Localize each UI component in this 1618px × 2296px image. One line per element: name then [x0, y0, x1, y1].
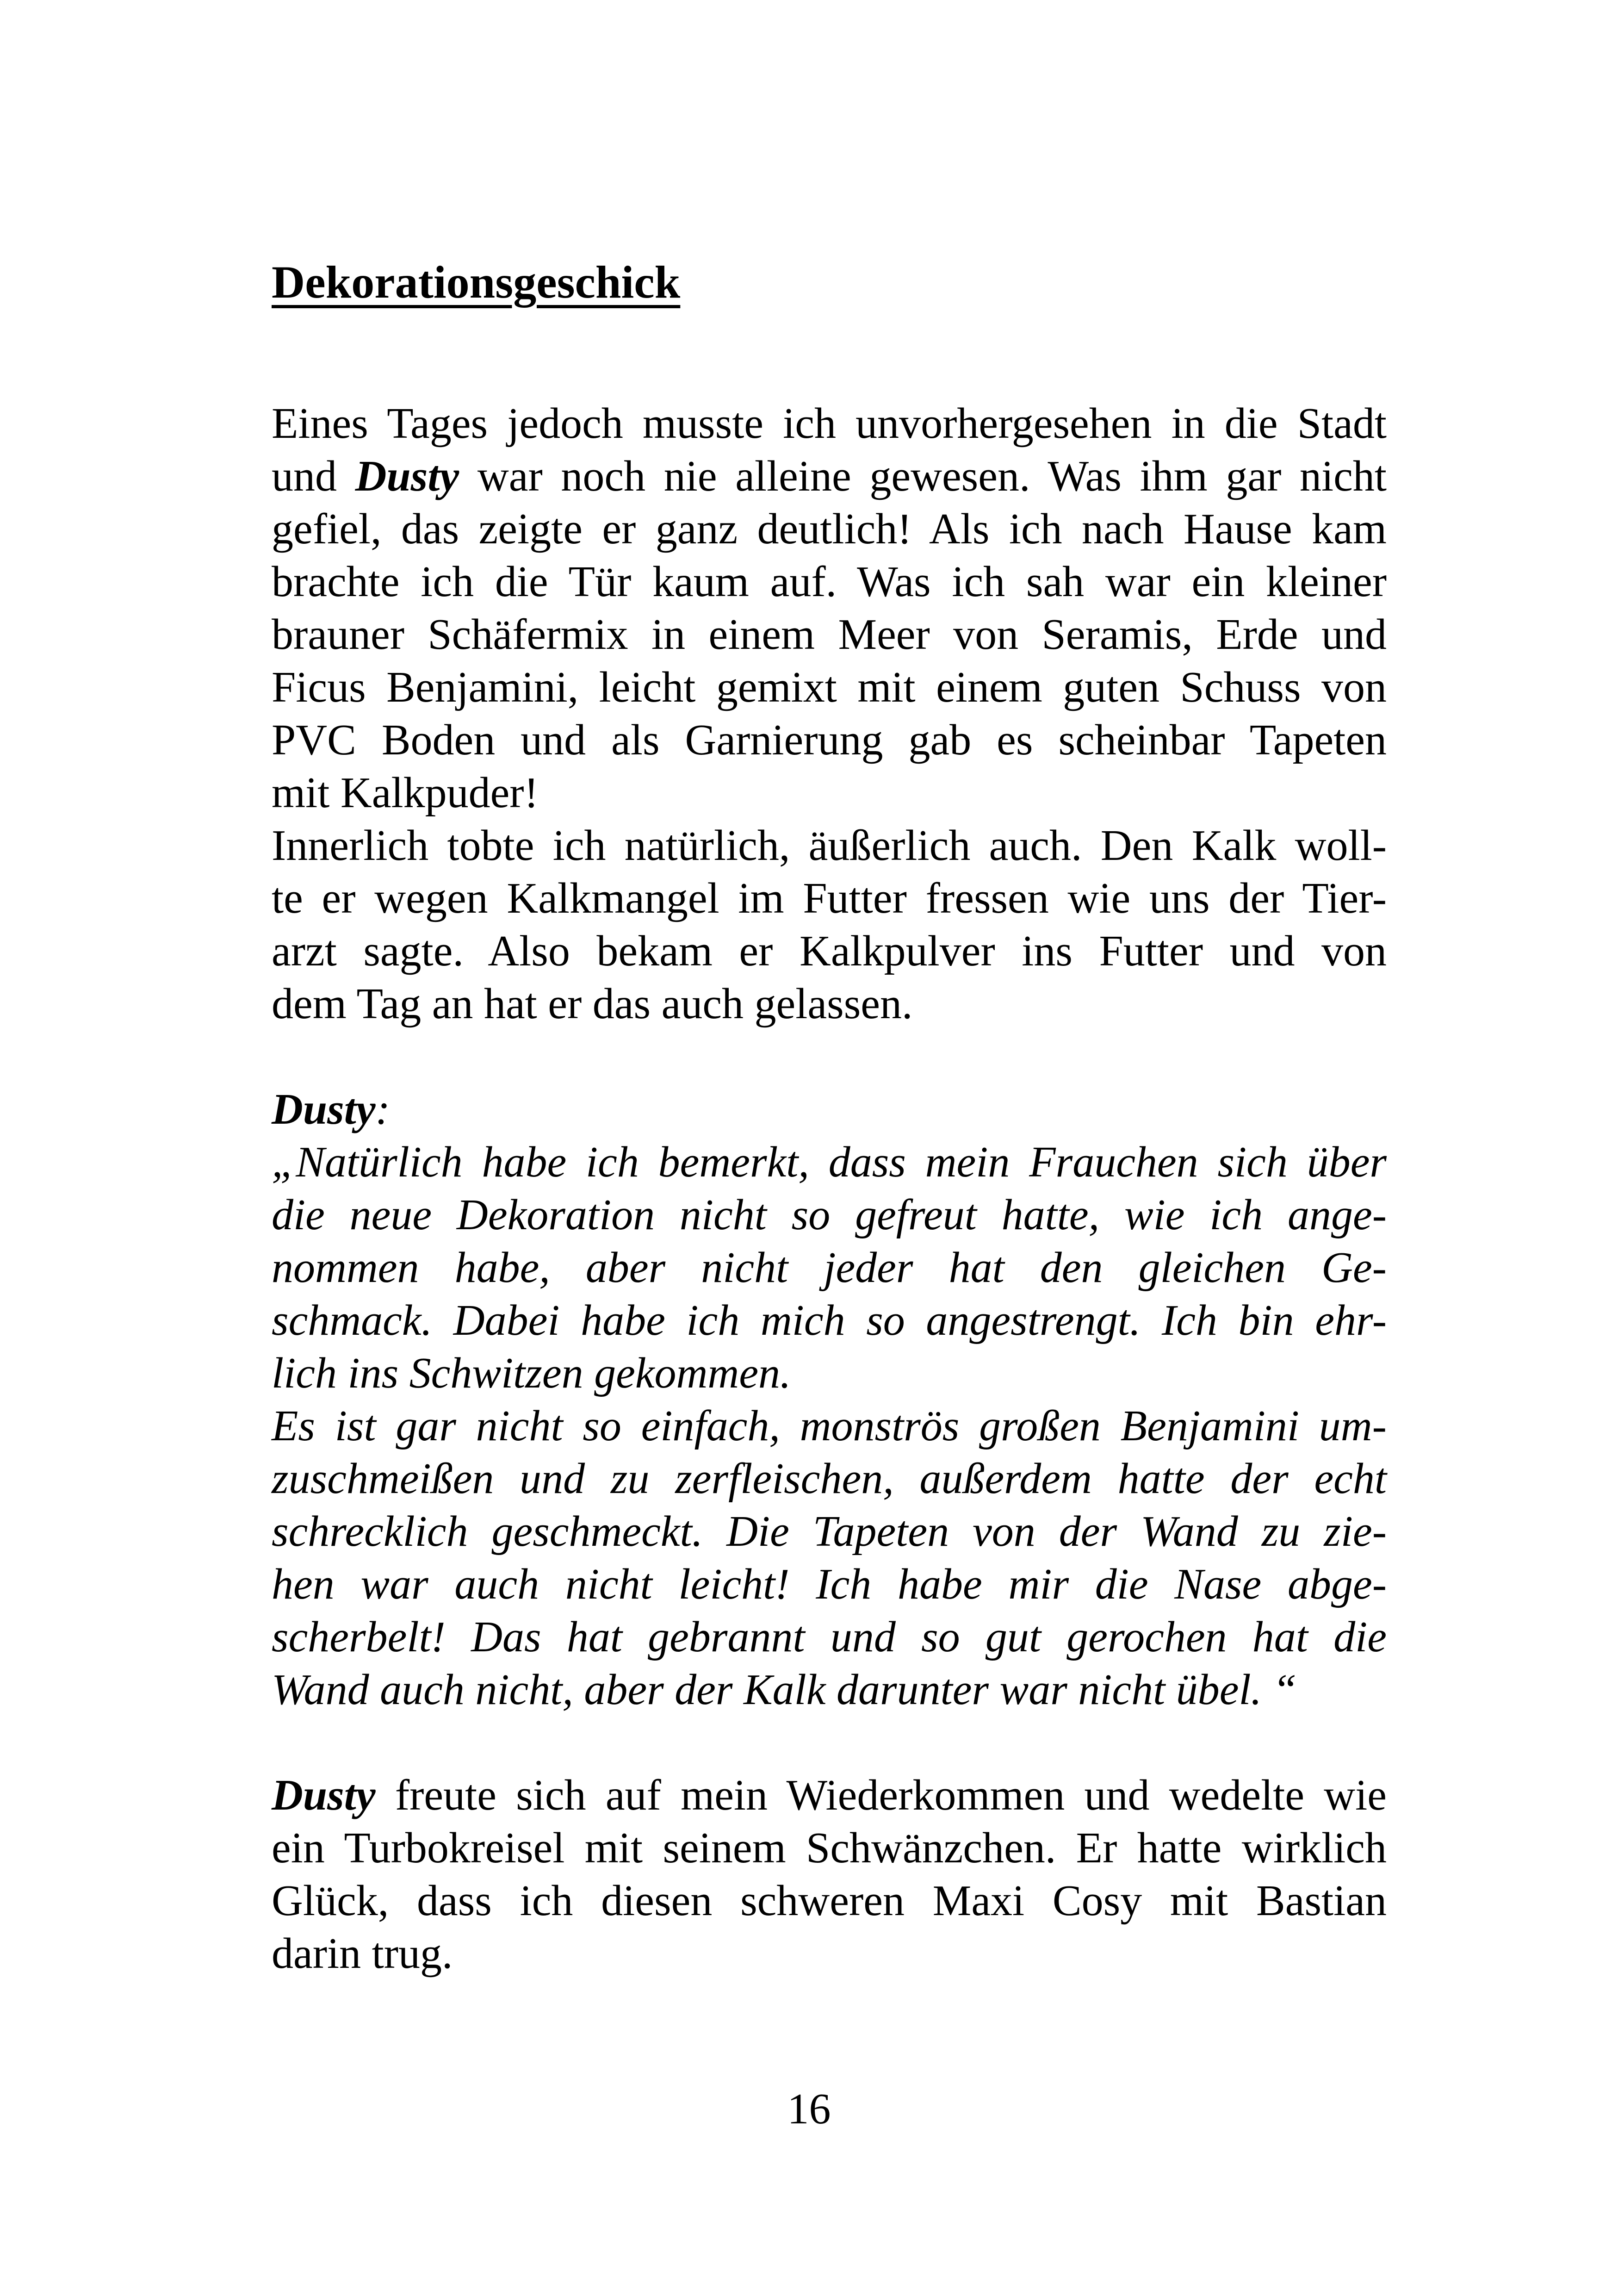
text-line: brachte ich die Tür kaum auf. Was ich sah war ein kleiner: [272, 558, 1387, 606]
text-line: arzt sagte. Also bekam er Kalkpulver ins Futter und von: [272, 927, 1387, 975]
quote-line: „Natürlich habe ich bemerkt, dass mein Frauchen sich über: [272, 1138, 1387, 1186]
text-line: brauner Schäfermix in einem Meer von Seramis, Erde und: [272, 610, 1387, 659]
text-line: Ficus Benjamini, leicht gemixt mit einem guten Schuss von: [272, 663, 1387, 711]
chapter-heading: Dekorationsgeschick: [272, 256, 681, 308]
text-line: mit Kalkpuder!: [272, 769, 539, 817]
text-line: te er wegen Kalkmangel im Futter fressen wie uns der Tier-: [272, 874, 1387, 922]
quote-line: lich ins Schwitzen gekommen.: [272, 1349, 791, 1397]
quote-line: schrecklich geschmeckt. Die Tapeten von der Wand zu zie-: [272, 1507, 1387, 1556]
text-line: gefiel, das zeigte er ganz deutlich! Als ich nach Hause kam: [272, 505, 1387, 553]
text-line: Glück, dass ich diesen schweren Maxi Cosy mit Bastian: [272, 1877, 1387, 1925]
text-line: Eines Tages jedoch musste ich unvorhergesehen in die Stadt: [272, 399, 1387, 448]
speaker-colon: :: [375, 1085, 390, 1133]
text-line: [272, 450, 1387, 503]
paragraph-one: [272, 397, 1387, 1030]
text-line: darin trug.: [272, 1929, 453, 1978]
paragraph-two: [272, 1769, 1387, 1980]
speaker-name: Dusty: [272, 1085, 376, 1133]
text-line: dem Tag an hat er das auch gelassen.: [272, 980, 913, 1028]
quote-line: zuschmeißen und zu zerfleischen, außerdem hatte der echt: [272, 1455, 1387, 1503]
text-line: Innerlich tobte ich natürlich, äußerlich auch. Den Kalk woll-: [272, 821, 1387, 870]
text-fragment: war noch nie alleine gewesen. Was ihm gar nicht: [459, 452, 1387, 500]
dusty-speech: [272, 1083, 1387, 1716]
text-line: ein Turbokreisel mit seinem Schwänzchen. Er hatte wirklich: [272, 1824, 1387, 1872]
dog-name: Dusty: [272, 1771, 376, 1819]
quote-line: nommen habe, aber nicht jeder hat den gleichen Ge-: [272, 1244, 1387, 1292]
speaker-line: [272, 1083, 1387, 1136]
quote-line: hen war auch nicht leicht! Ich habe mir die Nase abge-: [272, 1560, 1387, 1608]
quote-line: scherbelt! Das hat gebrannt und so gut gerochen hat die: [272, 1613, 1387, 1661]
quote-line: schmack. Dabei habe ich mich so angestrengt. Ich bin ehr-: [272, 1296, 1387, 1344]
page-number: 16: [787, 2085, 831, 2133]
dog-name: Dusty: [355, 452, 459, 500]
paragraph-gap: [272, 1716, 1387, 1769]
quote-line: Wand auch nicht, aber der Kalk darunter war nicht übel. “: [272, 1666, 1297, 1714]
text-fragment: freute sich auf mein Wiederkommen und wedelte wie: [375, 1771, 1387, 1819]
text-line: PVC Boden und als Garnierung gab es scheinbar Tapeten: [272, 716, 1387, 764]
page-content: [272, 250, 1387, 1980]
text-line: [272, 1769, 1387, 1822]
quote-line: Es ist gar nicht so einfach, monströs großen Benjamini um-: [272, 1402, 1387, 1450]
paragraph-gap: [272, 1030, 1387, 1083]
quote-line: die neue Dekoration nicht so gefreut hatte, wie ich ange-: [272, 1191, 1387, 1239]
text-fragment: und: [272, 452, 355, 500]
